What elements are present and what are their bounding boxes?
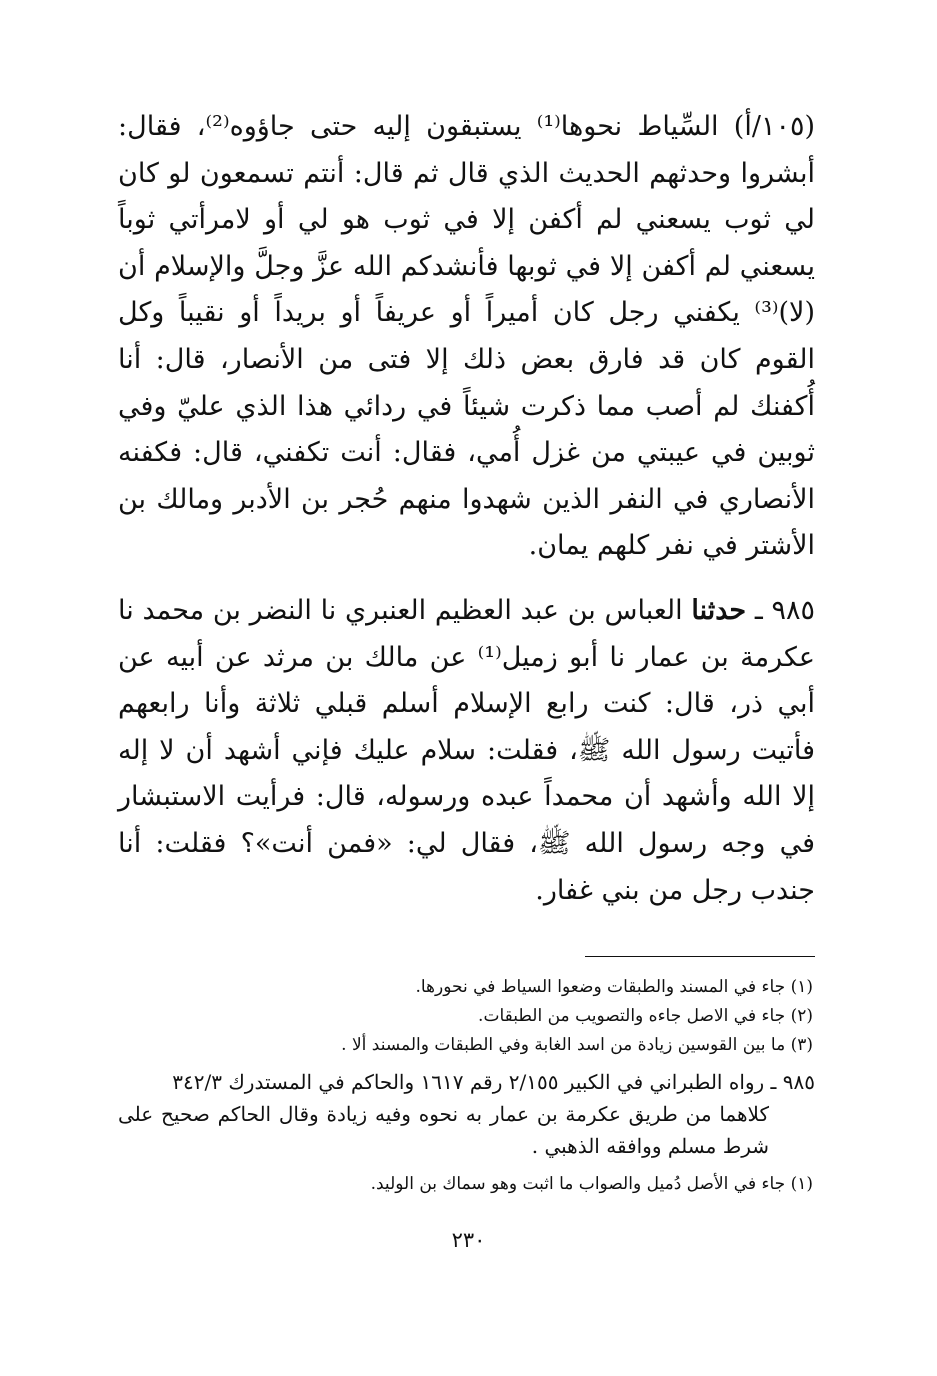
paragraph-continuation: (١٠٥/أ) السِّياط نحوها⁽¹⁾ يستبقون إليه حتى جاؤوه⁽²⁾، فقال: أبشروا وحدثهم الحديث الذي قال ثم قال: أنتم تسمعون لو كان لي ثوب يسعني لم أكفن إلا في ثوب هو لي أو لامرأتي ثوباً يسعني لم أكفن إلا في ثوبها فأنشدكم الله عزَّ وجلَّ والإسلام أن (لا)⁽³⁾ يكفني رجل كان أميراً أو عريفاً أو بريداً أو نقيباً وكل القوم كان قد فارق بعض ذلك إلا فتى من الأنصار، قال: أنا أُكفنك لم أصب مما ذكرت شيئاً في ردائي هذا الذي عليّ وفي ثوبين في عيبتي من غزل أُمي، فقال: أنت تكفني، قال: فكفنه الأنصاري في النفر الذين شهدوا منهم حُجر بن الأدبر ومالك بن الأشتر في نفر كلهم يمان.	[118, 111, 815, 562]
hadith-number: ٩٨٥	[771, 594, 815, 626]
footnote-2: (٢) جاء في الاصل جاءه والتصويب من الطبقات.	[478, 1006, 813, 1027]
footnote-separator	[585, 956, 815, 957]
footnote-4: (١) جاء في الأصل دُميل والصواب ما اثبت وهو سماك بن الوليد.	[370, 1174, 813, 1195]
footnote-3: (٣) ما بين القوسين زيادة من اسد الغابة وفي الطبقات والمسند ألا .	[341, 1035, 813, 1056]
footnotes	[118, 973, 815, 1199]
page-number: ٢٣٠	[451, 1228, 486, 1252]
takhrij-985-cont: كلاهما من طريق عكرمة بن عمار به نحوه وفيه زيادة وقال الحاكم صحيح على شرط مسلم ووافقه الذهبي .	[118, 1102, 769, 1159]
takhrij-985	[118, 1066, 815, 1162]
takhrij-985-head: ٩٨٥ ـ رواه الطبراني في الكبير ٢/١٥٥ رقم ١٦١٧ والحاكم في المستدرك ٣٤٢/٣	[172, 1070, 815, 1095]
hadith-text: العباس بن عبد العظيم العنبري نا النضر بن محمد نا عكرمة بن عمار نا أبو زميل⁽¹⁾ عن مالك بن مرثد عن أبيه عن أبي ذر، قال: كنت رابع الإسلام أسلم قبلي ثلاثة وأنا رابعهم فأتيت رسول الله ﷺ، فقلت: سلام عليك فإني أشهد أن لا إله إلا الله وأشهد أن محمداً عبده ورسوله، قال: فرأيت الاستبشار في وجه رسول الله ﷺ، فقال لي: «فمن أنت»؟ فقلت: أنا جندب رجل من بني غفار.	[118, 594, 815, 906]
hadith-985-paragraph: ٩٨٥ ـ حدثنا العباس بن عبد العظيم العنبري نا النضر بن محمد نا عكرمة بن عمار نا أبو زميل⁽¹⁾ عن مالك بن مرثد عن أبيه عن أبي ذر، قال: كنت رابع الإسلام أسلم قبلي ثلاثة وأنا رابعهم فأتيت رسول الله ﷺ، فقلت: سلام عليك فإني أشهد أن لا إله إلا الله وأشهد أن محمداً عبده ورسوله، قال: فرأيت الاستبشار في وجه رسول الله ﷺ، فقال لي: «فمن أنت»؟ فقلت: أنا جندب رجل من بني غفار.	[118, 594, 815, 906]
footnote-1: (١) جاء في المسند والطبقات وضعوا السياط في نحورها.	[415, 977, 813, 998]
hadith-lead-word: حدثنا	[691, 594, 747, 626]
main-text	[118, 104, 815, 914]
